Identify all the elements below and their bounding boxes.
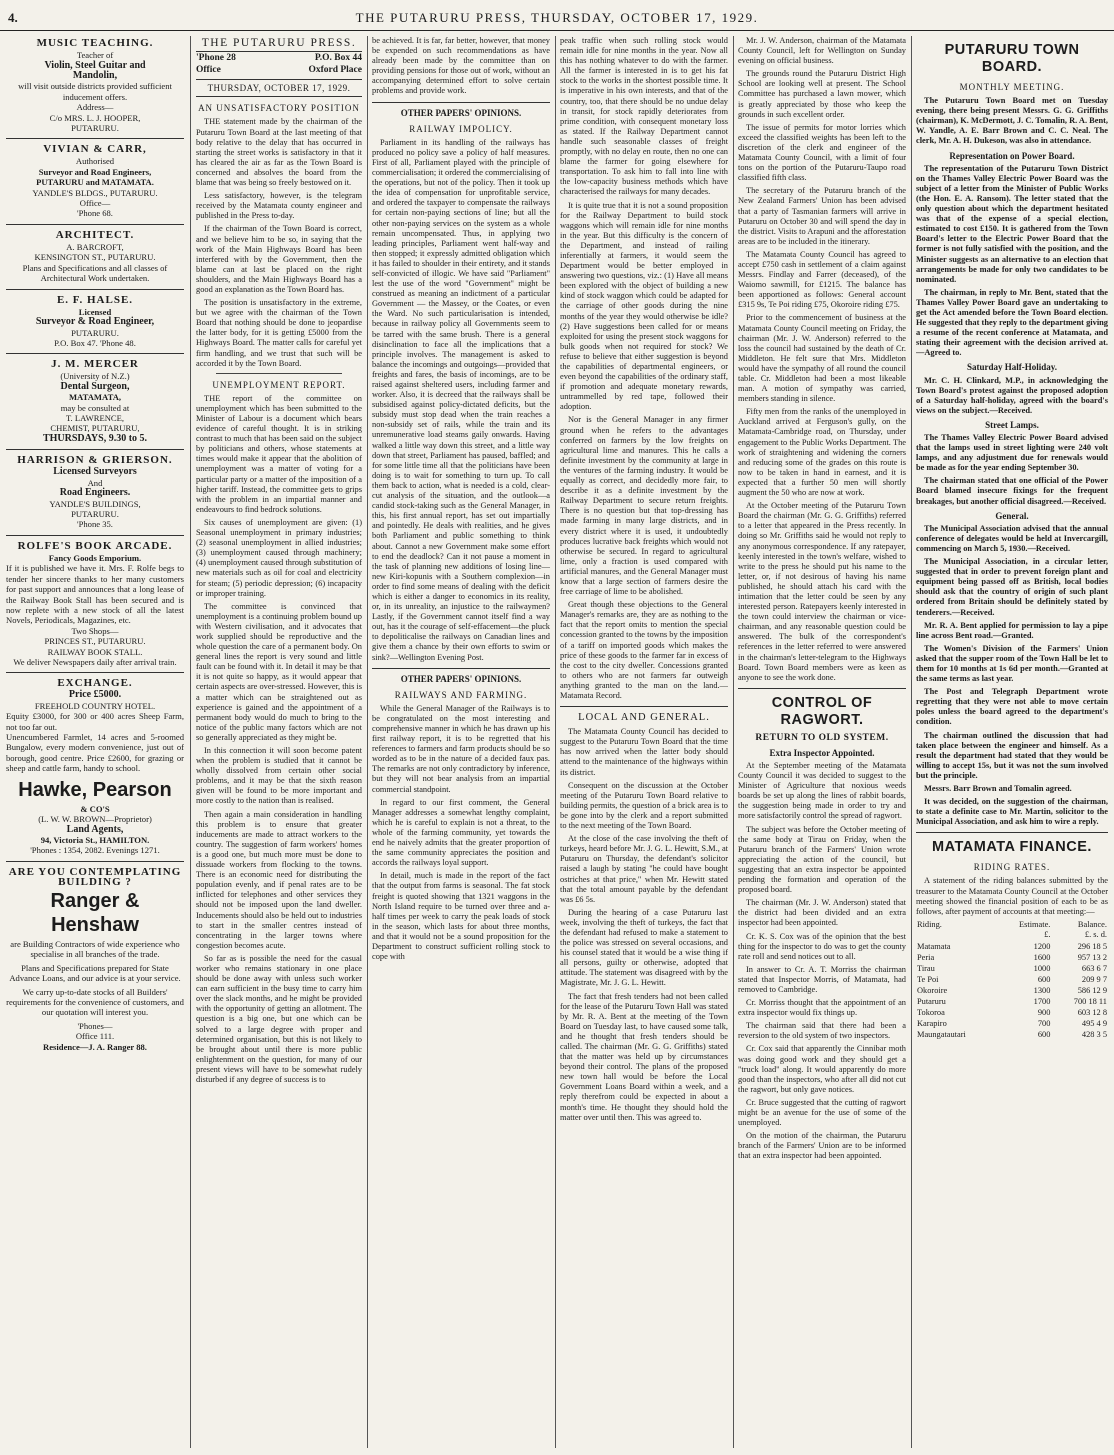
text: will visit outside districts provided sufficient inducement offers. xyxy=(18,81,172,102)
text: CONTROL OF RAGWORT. xyxy=(771,694,873,728)
page-number: 4. xyxy=(8,10,18,25)
text: Representation on Power Board. xyxy=(949,150,1075,161)
ad-ranger-henshaw xyxy=(6,867,184,1052)
text: 600 xyxy=(1037,974,1051,984)
ad-exchange xyxy=(6,678,184,773)
text: THE report of the committee on unemployment which has been submitted to the Minister of Labour is a document which bears evidence of careful thought. It is in striking contrast to much that has been said on the subject by politicians and others, whose statements at times would make it appear that the abolition of unemployment was a matter of voting for a particular party or a matter of the imposition of a higher tariff. Instead, the committee gets to grips with the problem in an impartial manner and endeavours to find bedrock solutions. xyxy=(196,393,362,514)
text: Authorised xyxy=(75,156,115,167)
divider xyxy=(560,706,728,707)
text: UNEMPLOYMENT REPORT. xyxy=(212,379,346,390)
text: At the October meeting of the Putaruru Town Board the chairman (Mr. G. G. Griffiths) referred to a letter that appeared in the Press recently. In doing so Mr. Griffiths said he would not reply to any anonymous correspondence. If any ratepayer, keenly interested in the town's welfare, wished to write to the press he should put his name to the letter, or, if not desirous of having his name published, he should attach his card with the intimation that the letter could be seen by any interested person. Ratepayers keenly interested in the town could interview the chairman or vice-chairman, and any reasonable question could be answered. The bulk of the correspondent's references in the letter referred to were answered in the chairman's letter-telegram to the Highways Board. Town Board members were as keen as anyone to see the work done. xyxy=(738,501,906,682)
text: Equity £3000, for 300 or 400 acres Sheep Farm, not too far out. xyxy=(6,711,184,732)
text: 94, Victoria St., HAMILTON. xyxy=(40,834,150,845)
text: If the chairman of the Town Board is correct, and we believe him to be so, in saying that the work of the Main Highways Board has been interfered with by the Government, then the blame can at last be placed on the right shoulders, and the Main Highways Board has a good an explanation as the Town Board has. xyxy=(196,224,362,294)
divider xyxy=(367,36,368,1448)
text: RAILWAY BOOK STALL. xyxy=(47,646,143,657)
text: YANDLE'S BUILDINGS, xyxy=(49,498,141,509)
text: £. xyxy=(1044,930,1051,940)
text: Tirau xyxy=(917,963,935,973)
text: At the September meeting of the Matamata County Council it was decided to suggest to the Minister of Agriculture that noxious weeds boards be set up along the lines of rabbit boards, the suggestion being made in order to try and more satisfactorily control the spread of ragwort. xyxy=(738,761,906,821)
text: PUTARURU. xyxy=(71,508,119,519)
text: 663 6 7 xyxy=(1081,963,1107,973)
text: peak traffic when such rolling stock would remain idle for nine months in the year. Now all this has nothing whatever to do with the farmer. All the farmer is interested in is to get his fat stock to the works in the shortest possible time. It is imperative in his own interests, and that of the country, too, that there should be no undue delay in transit, for stock rapidly deteriorates from prime condition, with consequent monetary loss as stated. If the Railway Department cannot handle such seasonable classes of freight promptly, with no delay en route, then no one can blame the farmer for going elsewhere for transportation. To ask him to fall into line with the low-capacity business methods which have characterised the railways for many decades. xyxy=(560,36,728,197)
article-unsatisfactory xyxy=(196,103,362,368)
text: So far as is possible the need for the casual worker who remains stationary in one place should be done away with unless such worker can earn sufficient in the busy time to carry him over the slack months, and he might be provided with the opportunity of getting an allotment. The question is a big one, but one which can be solved to a large degree with proper and determined organisation, but this is not likely to be brought about until there is more public enlightenment on the question, for many of our present views will have to be somewhat rudely disturbed if any degree of success is to xyxy=(196,953,362,1084)
text: 957 13 2 xyxy=(1077,952,1107,962)
ad-architect xyxy=(6,230,184,284)
text: The Women's Division of the Farmers' Union asked that the supper room of the Town Hall be let to them for 10 months at 1s 6d per month.—Granted at the same terms as last year. xyxy=(916,643,1108,684)
text: Cr. Morriss thought that the appointment of an extra inspector would fix things up. xyxy=(738,998,906,1018)
text: 'Phone 68. xyxy=(77,208,113,219)
text: Surveyor & Road Engineer, xyxy=(35,316,155,328)
divider xyxy=(555,36,556,1448)
text: & CO'S xyxy=(80,803,110,814)
text: 700 18 11 xyxy=(1073,997,1107,1006)
text: The chairman stated that one official of the Power Board blamed insecure fixings for the frequent breakages, but another official disagreed.—Received. xyxy=(916,476,1108,506)
text: It is quite true that it is not a sound proposition for the Railway Department to build stock waggons which will remain idle for nine months in the year. But this difficulty is the concern of the Department, and instead of railing inferentially at farmers, it would seem the Department would be better employed in answering two questions, viz.: (1) Have all means been explored with the object of building a new kind of stock waggon which could be adapted for the carriage of other goods during the nine months of the year they would otherwise be idle? (2) Have suggestions been called for or means exploited for using the present stock waggons for bulk goods when not required for stock? We refuse to believe that either suggestion is beyond the capabilities of departmental engineers, or even beyond the capabilities of the ordinary staff, if promotion and adequate monetary rewards, untrammelled by red tape, followed their adoption. xyxy=(560,200,728,412)
text: Land Agents, xyxy=(66,823,124,835)
text: Oxford Place xyxy=(308,65,362,76)
text: It was decided, on the suggestion of the chairman, to state a definite case to Mr. Martin, solicitor to the Municipal Association, and ask him to wire a reply. xyxy=(916,797,1108,827)
text: RAILWAY IMPOLICY. xyxy=(409,123,513,134)
ad-vivian-carr xyxy=(6,144,184,219)
text: On the motion of the chairman, the Putaruru branch of the Farmers' Union are to be informed that an extra inspector had been appointed. xyxy=(738,1131,906,1161)
text: Extra Inspector Appointed. xyxy=(769,747,875,758)
text: Maungatautari xyxy=(917,1030,966,1040)
text: 1300 xyxy=(1033,985,1051,995)
text: 700 xyxy=(1037,1019,1051,1029)
text: 1600 xyxy=(1033,952,1051,962)
text: The chairman said that there had been a reversion to the old system of two inspectors. xyxy=(738,1021,906,1041)
text: While the General Manager of the Railways is to be congratulated on the most interesting and comprehensive manner in which he has drawn up his first railway report, it is to be regretted that his references to farmers and farm products should be so worded as to be in the nature of a decided faux pas. The remarks are not only contradictory by inference, but they will not bear analysis from an impartial commercial standpoint. xyxy=(372,703,550,794)
text: THURSDAYS, 9.30 to 5. xyxy=(42,432,148,444)
column-opinions xyxy=(372,36,550,1448)
text: Licensed Surveyors xyxy=(53,466,137,478)
text: Cr. Bruce suggested that the cutting of ragwort might be an avenue for the use of some of the unemployed. xyxy=(738,1097,906,1128)
text: Mr. C. H. Clinkard, M.P., in acknowledging the Town Board's protest against the proposed adoption of a Saturday half-holiday, agreed with the board's views on the subject.—Received. xyxy=(916,375,1108,415)
text: RIDING RATES. xyxy=(973,862,1051,873)
text: KENSINGTON ST., PUTARURU. xyxy=(34,252,156,263)
column-farming-local xyxy=(560,36,728,1448)
text: A statement of the riding balances submitted by the treasurer to the Matamata County Council at the October meeting showed the financial position of each to be as follows, after payment of accounts at that meeting:— xyxy=(916,876,1108,916)
divider xyxy=(738,688,906,689)
text: Peria xyxy=(917,952,935,962)
text: 1700 xyxy=(1033,997,1051,1006)
text: MATAMATA, xyxy=(68,392,122,403)
text: We deliver Newspapers daily after arrival train. xyxy=(13,656,177,667)
text: The committee is convinced that unemployment is a continuing problem bound up with Western civilisation, and it advocates that work supplied should be reproductive and the whole question the care of a permanent body. On general lines the report is very sound and little fault can be found with it. In detail it may be that it is not quite so happy, as it would appear that certain aspects are over-stressed. However, this is a matter which can be straightened out as experience is gained and the appointment of a permanent body would do much to bring to the notice of the public many factors which are not so generally appreciated as they might be. xyxy=(196,601,362,742)
text: Messrs. Barr Brown and Tomalin agreed. xyxy=(924,784,1072,793)
text: The chairman (Mr. J. W. Anderson) stated that the district had been divided and an extra inspector had been appointed. xyxy=(738,898,906,928)
text: E. F. HALSE. xyxy=(56,293,134,306)
text: The Post and Telegraph Department wrote regretting that they were not able to move certain poles unless the board agreed to the department's condition. xyxy=(916,687,1108,727)
divider xyxy=(6,861,184,862)
text: Mandolin, xyxy=(72,69,118,81)
text: Violin, Steel Guitar and xyxy=(44,59,146,71)
divider xyxy=(6,224,184,225)
masthead-title: THE PUTARURU PRESS, THURSDAY, OCTOBER 17, 1929. xyxy=(355,10,759,25)
text: P.O. Box 47. 'Phone 48. xyxy=(54,337,136,348)
text: PUTARURU. xyxy=(71,327,119,338)
ad-rolfes-book-arcade xyxy=(6,541,184,668)
text: 'Phones : 1354, 2082. Evenings 1271. xyxy=(30,845,160,856)
text: Surveyor and Road Engineers, xyxy=(38,166,152,177)
text xyxy=(916,930,998,941)
table-row xyxy=(916,1019,1108,1030)
text: (L. W. W. BROWN—Proprietor) xyxy=(38,814,152,825)
text: Fifty men from the ranks of the unemployed in Auckland arrived at Ferguson's gully, on the Matamata-Cambridge road, on Thursday, under engagement to the Public Works Department. The work of straightening and widening the corners and reducing some of the grades on this route is now to be taken in hand in earnest, and it is expected that a further 50 men will shortly augment the 50 who are now at work. xyxy=(738,407,906,498)
text: Six causes of unemployment are given: (1) Seasonal unemployment in primary industries; (2) seasonal unemployment in allied industries; (3) unemployment caused through machinery; (4) unemployment caused through substitution of new materials such as oil for coal and electricity for steam; (5) periodic depression; (6) incapacity or improper training. xyxy=(196,517,362,598)
column-editorial xyxy=(196,36,362,1448)
press-box xyxy=(196,36,362,97)
column-local-ragwort xyxy=(738,36,906,1448)
press-box-title: THE PUTARURU PRESS. xyxy=(196,36,362,52)
text: During the hearing of a case Putaruru last week, involving the theft of turkeys, the fact that the defendant had refused to make a statement to the police was stressed on several occasions, and his counsel stated that it would be a wise thing if all persons, guilty or otherwise, adopted that attitude. The statement was disagreed with by the Magistrate, Mr. J. G. L. Hewitt. xyxy=(560,907,728,988)
text: Residence—J. A. Ranger 88. xyxy=(43,1041,147,1052)
text: AN UNSATISFACTORY POSITION xyxy=(198,103,360,114)
text: £. s. d. xyxy=(1084,930,1107,940)
text: PUTARURU. xyxy=(71,122,119,133)
article-railway-impolicy xyxy=(372,108,550,663)
divider xyxy=(6,535,184,536)
text: The fact that fresh tenders had not been called for the lease of the Putaruru Town Hall was stated by Mr. R. A. Bent at the meeting of the Town Board on Tuesday last, to have caused some talk, and he thought that fresh tenders should be called. The chairman (Mr. G. G. Griffiths) stated that the matter was held up by circumstances beyond their control. The plans of the proposed new town hall would be before the Local Government Loans Board within a week, and a reply therefrom could be expected in about a month's time. He thought they should hold the matter over until then. This was agreed to. xyxy=(560,991,728,1122)
text: Two Shops— xyxy=(71,625,119,636)
text: Riding. xyxy=(917,919,942,929)
divider xyxy=(372,668,550,669)
divider xyxy=(6,289,184,290)
text: Consequent on the discussion at the October meeting of the Putaruru Town Board relative to building permits, the question of a brick area is to be gone into by the clerk and a report submitted to the next meeting of the Town Board. xyxy=(560,780,728,831)
text: HARRISON & GRIERSON. xyxy=(17,454,173,467)
table-row xyxy=(916,941,1108,952)
text: The Thames Valley Electric Power Board advised that the lamps used in street lighting were 240 volt lamps, and any adjustment due for renewals would be made as for the year ending September 30. xyxy=(916,433,1108,473)
text: MUSIC TEACHING. xyxy=(36,37,154,49)
article-railways-farming xyxy=(372,674,550,963)
text: In this connection it will soon become patent when the problem is studied that it cannot be wholly dissolved from certain other social problems, and it may be that the sixth reason given will be found to be more important and more costly to the nation than is realised. xyxy=(196,746,362,806)
text: The secretary of the Putaruru branch of the New Zealand Farmers' Union has been advised that a party of Tasmanian farmers will arrive in Putaruru on October 30 and will spend the day in the district. Visits to Arapuni and the afforestation areas are to be included in the itinerary. xyxy=(738,186,906,246)
text: OTHER PAPERS' OPINIONS. xyxy=(400,107,522,118)
text: Tokoroa xyxy=(917,1008,945,1018)
divider xyxy=(916,832,1108,833)
text: Office xyxy=(196,65,221,76)
text: Mr. R. A. Bent applied for permission to lay a pipe line across Bent road.—Granted. xyxy=(916,620,1108,640)
table-row xyxy=(916,1030,1108,1041)
table-row xyxy=(916,997,1108,1008)
text: P.O. Box 44 xyxy=(314,53,362,64)
divider xyxy=(216,373,342,374)
text: T. LAWRENCE, xyxy=(65,413,125,424)
text: Matamata xyxy=(917,941,951,951)
text: OTHER PAPERS' OPINIONS. xyxy=(400,673,522,684)
text: The subject was before the October meeting of the same body at Tirau on Friday, when the Putaruru branch of the Farmers' Union wrote appreciating the action of the council, but suggesting that an extra inspector be appointed pending the formation and operation of the proposed board. xyxy=(738,824,906,895)
text: The Matamata County Council has decided to suggest to the Putaruru Town Board that the time has now arrived when the latter body should attend to the maintenance of the highways within its district. xyxy=(560,727,728,777)
text: ARCHITECT. xyxy=(55,228,135,241)
text: The representation of the Putaruru Town District on the Thames Valley Electric Power Board was the subject of a letter from the Minister of Public Works (the Hon. E. A. Ransom). The letter stated that the only question about which the department hesitated was that of the expense of a special election, estimated to cost £150. It is gathered from the Town Board's letter to the Electric Power Board that the former is not fully satisfied with the position, and the Minister suggests as an alternative to an election that arrangements be made for only two candidates to be nominated. xyxy=(916,163,1108,284)
article-ragwort xyxy=(738,695,906,1162)
text: Estimate. xyxy=(1019,919,1051,929)
masthead xyxy=(0,8,1114,31)
divider xyxy=(6,353,184,354)
text: The Matamata County Council has agreed to accept £750 cash in settlement of a claim against Messrs. Findlay and Farrer (deceased), of the Waiomo sawmill, for £1215. The balance has been apportioned as follows: General account £315 9s, Te Poi riding £75, Okoroire riding £75. xyxy=(738,249,906,310)
text: 296 18 5 xyxy=(1077,941,1107,951)
text: Office 111. xyxy=(75,1031,115,1042)
text: Fancy Goods Emporium. xyxy=(48,552,142,563)
text: In detail, much is made in the report of the fact that the output from farms is seasonal. The fat stock freight is quoted showing that 1321 waggons in the North Island require to be turned over three and a-half times per week to carry the peak loads of stock in the season, which lasts for about three months, and that it would not be a sound proposition for the Department to construct sufficient rolling stock to cope with xyxy=(372,871,550,962)
text: 586 12 9 xyxy=(1077,985,1107,995)
text: 'Phone 28 xyxy=(196,53,236,64)
text: Plans and Specifications and all classes of Architectural Work undertaken. xyxy=(22,262,168,284)
divider xyxy=(6,138,184,139)
table-row xyxy=(916,974,1108,985)
text: The issue of permits for motor lorries which exceed the classified weights has been left to the discretion of the clerk and engineer of the Matamata County Council, with a limit of four tons on the portion of the Putaruru-Taupo road classified fifth class. xyxy=(738,122,906,183)
text: ROLFE'S BOOK ARCADE. xyxy=(17,539,173,552)
text: The Putaruru Town Board met on Tuesday evening, there being present Messrs. G. G. Griffiths (chairman), K. McDermott, J. C. Tomalin, R. A. Bent, W. Yandle, A. E. Barr Brown and C. C. Neal. The clerk, Mr. A. H. Dukeson, was also in attendance. xyxy=(916,96,1108,146)
text: Nor is the General Manager in any firmer ground when he refers to the advantages conferred on farmers by the low freights on agricultural lime and manures. This he calls a definite investment by the community at large in the ventures of the farming industry. It would be equally as correct, and decidedly more fair, to describe it as a definite investment by the Railway Department to secure return freights. There is no question but that top-dressing has made farming in many large districts, and in every district where it is used, it undoubtedly produces lucrative back freights which would not otherwise be secured. In regard to agricultural lime, only a fraction is used compared with artificial manures, and the General Manager must know that a large section of farmers desire the free carriage of lime to be abolished. xyxy=(560,415,728,597)
table-row xyxy=(916,1008,1108,1019)
text: THE statement made by the chairman of the Putaruru Town Board at the last meeting of that body relative to the delay that has occurred in starting the street works is satisfactory in that it has cleared the air as far as the Town Board is concerned and absolves the board from the blame that was being so freely bestowed on it. xyxy=(196,117,362,188)
article-unemployment xyxy=(196,380,362,1085)
text: Hawke, Pearson xyxy=(18,778,172,801)
text: If it is published we have it. Mrs. F. Rolfe begs to tender her sincere thanks to her many customers for past support and announces that a long lease of the Railway Book Stall has been secured and is now replete with a new stock of all the latest Novels, Periodicals, Magazines, etc. xyxy=(6,563,184,626)
divider xyxy=(6,672,184,673)
ad-music-teaching xyxy=(6,38,184,133)
text: Dental Surgeon, xyxy=(60,380,130,392)
text: (University of N.Z.) xyxy=(60,371,130,382)
text: The Municipal Association, in a circular letter, suggested that in order to prevent foreign plant and equipment being passed off as British, local bodies should ask that the country of origin of such plant ordered from Britain should be definitely stated by tenderers.—Received. xyxy=(916,557,1108,617)
text: Putaruru xyxy=(917,997,946,1006)
text: Cr. K. S. Cox was of the opinion that the best thing for the inspector to do was to get the county rate roll and send notices out to all. xyxy=(738,931,906,961)
text: 1000 xyxy=(1033,963,1051,973)
text: Teacher of xyxy=(76,50,114,61)
text: Then again a main consideration in handling this problem is to ensure that greater inducements are made to attract workers to the country. The suggestion of farm workers' homes is a good one, but much more must be done to dissuade workers from flocking to the towns. There is an economic need for distributing the population evenly, and if penal rates are to be inflicted for telephones and other services they should not be imposed upon the land dweller. Inducements should also be held out to industries to start in the smaller centres instead of concentrating in the larger towns where congestion becomes acute. xyxy=(196,809,362,950)
text: A. BARCROFT, xyxy=(66,241,124,252)
text: Plans and Specifications prepared for State Advance Loans, and our advice is at your service. xyxy=(9,962,181,984)
text: Unencumbered Farmlet, 14 acres and 5-roomed Bungalow, every modern convenience, just out of borough, good centre. Price £2600, for grazing or sheep and cattle farm, handy to school. xyxy=(6,732,184,774)
text: 'Phones— xyxy=(77,1020,113,1031)
unemployment-continued: be achieved. It is far, far better, however, that money be expended on such recommendations as have already been made by the committee than on providing pensions for those out of work, without an accompanying determined effort to solve certain problems and provide work. xyxy=(372,36,550,96)
text: 600 xyxy=(1037,1030,1051,1040)
text: Te Poi xyxy=(917,974,939,984)
text: Less satisfactory, however, is the telegram received by the Matamata county engineer and published in the Press to-day. xyxy=(196,191,362,221)
ad-hawke-pearson xyxy=(6,778,184,856)
text: Price £5000. xyxy=(68,689,122,701)
text: Okoroire xyxy=(917,985,948,995)
text: In regard to our first comment, the General Manager addresses a somewhat lengthy complaint, which he is careful to explain is not a threat, to the whole of the farming community, yet towards the end he naively admits that the greater proportion of the same community appreciates the position and accords the railways loyal support. xyxy=(372,797,550,868)
table-row xyxy=(916,963,1108,974)
text: 495 4 9 xyxy=(1081,1019,1107,1029)
ad-mercer-dentist xyxy=(6,359,184,444)
table-row xyxy=(916,952,1108,963)
text: The Municipal Association advised that the annual conference of delegates would be held at Invercargill, commencing on March 5, 1930.—Received. xyxy=(916,523,1108,553)
text: Balance. xyxy=(1077,919,1107,929)
issue-date: THURSDAY, OCTOBER 17, 1929. xyxy=(196,79,362,96)
text: In answer to Cr. A. T. Morriss the chairman stated that Inspector Morris, of Matamata, had removed to Cambridge. xyxy=(738,964,906,994)
text: 428 3 5 xyxy=(1081,1030,1107,1040)
text: C/o MRS. L. J. HOOPER, xyxy=(49,112,141,123)
text: Saturday Half-Holiday. xyxy=(966,362,1057,373)
divider xyxy=(733,36,734,1448)
text: The position is unsatisfactory in the extreme, but we agree with the chairman of the Town Board that nothing should be done to jeopardise the latter body, for it is getting £5000 from the Highways Board. The matter calls for careful yet firm handling, and we trust that such will be accorded it by the Town Board. xyxy=(196,298,362,368)
text: 603 12 8 xyxy=(1077,1008,1107,1018)
text: may be consulted at xyxy=(60,402,130,413)
text: Office— xyxy=(79,198,111,209)
text: VIVIAN & CARR, xyxy=(43,143,147,156)
text: RAILWAYS AND FARMING. xyxy=(394,689,528,700)
text: RETURN TO OLD SYSTEM. xyxy=(755,732,889,743)
text: Karapiro xyxy=(917,1019,947,1029)
text: Ranger & Henshaw xyxy=(50,889,140,936)
text: Prior to the commencement of business at the Matamata County Council meeting on Friday, the chairman (Mr. J. W. Anderson) referred to the loss the council had sustained by the death of Cr. Middleton. He felt sure that Mrs. Middleton would have the sympathy of all round the council table. Cr. Middleton had been a most likeable man. A motion of sympathy was carried, members standing in silence. xyxy=(738,313,906,404)
text: are Building Contractors of wide experience who specialise in all branches of the trade. xyxy=(10,938,180,960)
text: Mr. J. W. Anderson, chairman of the Matamata County Council, left for Wellington on Sunday evening on official business. xyxy=(738,36,906,66)
text: And xyxy=(87,477,103,488)
article-matamata-finance xyxy=(916,839,1108,1041)
text: FREEHOLD COUNTRY HOTEL. xyxy=(34,700,156,711)
text: EXCHANGE. xyxy=(57,677,133,690)
text: MONTHLY MEETING. xyxy=(959,82,1065,92)
text: Address— xyxy=(76,102,114,113)
text: LOCAL AND GENERAL. xyxy=(578,712,710,724)
text: 1200 xyxy=(1033,941,1051,951)
text: The chairman, in reply to Mr. Bent, stated that the Thames Valley Power Board gave an undertaking to get the Act amended before the Town Board election. He suggested that they reply to the department giving a resume of the recent conference at Matamata, and stating their agreement with the decision arrived at.—Agreed to. xyxy=(916,287,1108,358)
riding-rates-table xyxy=(916,920,1108,1041)
column-ads xyxy=(6,36,184,1448)
text: The grounds round the Putaruru District High School are looking well at present. The School Committee has purchased a lawn mower, which is greatly appreciated by those who keep the grounds in such excellent order. xyxy=(738,69,906,119)
text: Licensed xyxy=(78,306,112,317)
text: PUTARURU and MATAMATA. xyxy=(36,177,154,188)
text: Road Engineers. xyxy=(59,487,131,499)
text: PUTARURU TOWN BOARD. xyxy=(944,42,1080,75)
text: Street Lamps. xyxy=(985,419,1039,430)
text: YANDLE'S BLDGS., PUTARURU. xyxy=(32,187,158,198)
column-town-board-finance xyxy=(916,36,1108,1448)
text: PRINCES ST., PUTARURU. xyxy=(44,636,146,647)
text: The chairman outlined the discussion that had taken place between the engineer and himself. As a result the department had stated that they would be willing to accept 15s, but it was not the sum involved but the principle. xyxy=(916,730,1108,780)
divider xyxy=(372,102,550,103)
text: Parliament in its handling of the railways has produced no policy save a policy of half measures. First of all, Parliament played with the principle of commercialisation; it ordered the commercialising of the operations, but not of the policy. Then it took up the idea of compensation for unprofitable service, and ordered the taxpayer to compensate the railways for certain non-paying sections of line; but all the other non-paying services on the system as a whole remain uncompensated. Thus, in applying two leading principles, Parliament went half-way and then stopped; it expressly admitted obligation which it has failed to shoulder in their entirety, and it stands self-convicted of illogic. We have said "Parliament" lest the use of the word "Government" might be construed as meaning an indictment of a particular Government — the Massey, or the Coates, or even the Ward. No such particularisation is intended, because in railway policy all Governments seem to be tarred with the same brush. There is a general disinclination to face all the implications that a principle involves. The management is asked to balance the incomings and outgoings—provided that freights and fares, the basis of incomings, are to be raised against sheltered users, including farmer and worker. Also, it is decreed that the railways shall be subsidised against policy-dictated deficits, but the subsidy must stop dead when the train reaches a non-subsidy set of rails, while the train and its unremunerative load steams gaily onwards. Having walked a little way down this street, and a little way down that street, Parliament has paused, baffled; and for some little time all that the politicians have been doing is to wait for something to turn up. To call them back to action, what is needed is a cold, clear-cut analysis of the situation, and the outlook—a candid stock-taking such as the General Manager, in this, his first annual report, has set out impartially and pointedly. He deals with realities, and he gives both Parliament and public something to think about. Cannot a new Government make some effort to end the deadlock? Can it not pause a moment in the task of planning new additions of losing line—new Kiri-kopunis with a Southern complexion—in order to find some means of dealing with the deficit which is either a danger to economics in its reality, or, in its unreality, an injustice to the railwaymen? Lastly, if the Government cannot itself find a way out, has it the courage of self-effacement—the pluck to depoliticalise the railways on Canadian lines and give them a chance by their own efforts to swim or sink?—Wellington Evening Post. xyxy=(372,137,550,662)
text: ARE YOU CONTEMPLATING BUILDING ? xyxy=(8,865,182,888)
text: 209 9 7 xyxy=(1081,974,1107,984)
text: CHEMIST, PUTARURU, xyxy=(50,423,140,434)
divider xyxy=(190,36,191,1448)
article-local-general xyxy=(560,713,728,1123)
text: 'Phone 35. xyxy=(77,519,113,530)
divider xyxy=(6,449,184,450)
article-town-board xyxy=(916,42,1108,827)
text: MATAMATA FINANCE. xyxy=(932,839,1092,856)
text: Great though these objections to the General Manager's remarks are, they are as nothing to the fact that the report omits to mention the special concession granted to the towns by the imposition of a tariff on imported goods which makes the price of these goods to the farmer far in excess of the cost to the city dweller. Concessions granted to others who are not farmers far outweigh anything granted to the man on the land.—Matamata Record. xyxy=(560,600,728,700)
text: At the close of the case involving the theft of turkeys, heard before Mr. J. G. L. Hewitt, S.M., at Putaruru on Thursday, the defendant's solicitor raised a laugh by stating "he could have bought ostriches at that price," when Mr. Hewitt stated that the total amount payable by the defendant was £6 5s. xyxy=(560,834,728,904)
ad-halse xyxy=(6,295,184,349)
text: 900 xyxy=(1037,1008,1051,1018)
text: General. xyxy=(995,510,1029,521)
text: Cr. Cox said that apparently the Cinnibar moth was doing good work and they should get a "truck load" along. It would apparently do more good than the inspectors, who after all did not cut the ragwort, but only gave notices. xyxy=(738,1044,906,1094)
ad-harrison-grierson xyxy=(6,455,184,530)
divider xyxy=(911,36,912,1448)
table-row xyxy=(916,985,1108,996)
text: J. M. MERCER xyxy=(51,358,139,371)
text: We carry up-to-date stocks of all Builders' requirements for the convenience of customers, and our quotation will interest you. xyxy=(6,986,184,1018)
